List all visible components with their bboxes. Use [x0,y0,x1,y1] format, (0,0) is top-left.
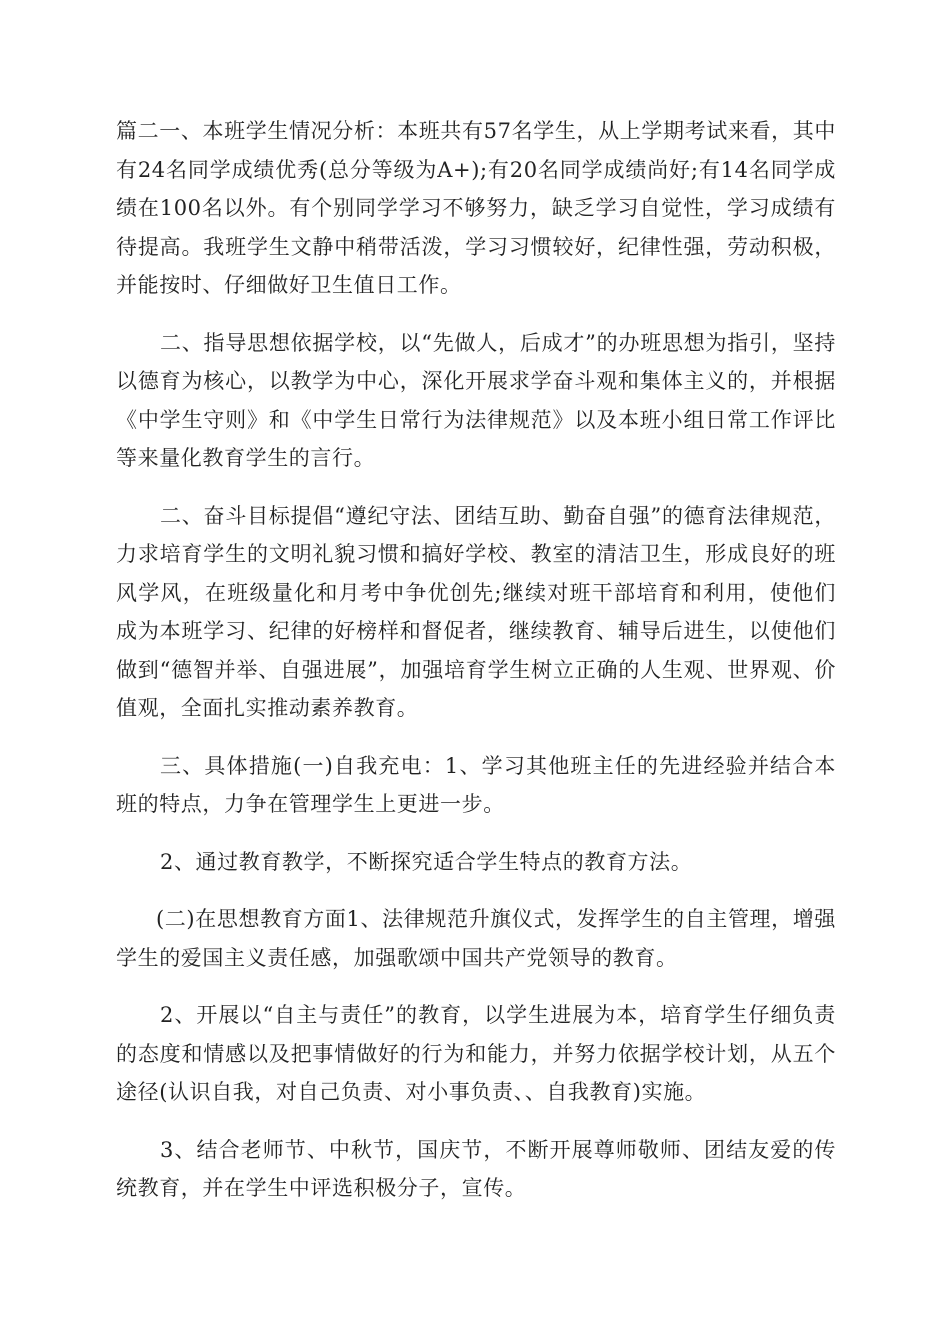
paragraph-goals: 二、奋斗目标提倡“遵纪守法、团结互助、勤奋自强”的德育法律规范，力求培育学生的文明礼貌习惯和搞好学校、教室的清洁卫生，形成良好的班风学风，在班级量化和月考中争优创先;继续对班干部培育和利用，使他们成为本班学习、纪律的好榜样和督促者，继续教育、辅导后进生，以使他们做到“德智并举、自强进展”，加强培育学生树立正确的人生观、世界观、价值观，全面扎实推动素养教育。 [116,503,836,720]
paragraph-ideological-education: (二)在思想教育方面1、法律规范升旗仪式，发挥学生的自主管理，增强学生的爱国主义责任感，加强歌颂中国共产党领导的教育。 [116,907,836,970]
paragraph-autonomy-responsibility: 2、开展以“自主与责任”的教育，以学生进展为本，培育学生仔细负责的态度和情感以及把事情做好的行为和能力，并努力依据学校计划，从五个途径(认识自我，对自己负责、对小事负责、、自我教育)实施。 [116,1003,836,1104]
paragraph-teaching-methods: 2、通过教育教学，不断探究适合学生特点的教育方法。 [160,849,693,874]
paragraph-guiding-thought: 二、指导思想依据学校，以“先做人，后成才”的办班思想为指引，坚持以德育为核心，以教学为中心，深化开展求学奋斗观和集体主义的，并根据《中学生守则》和《中学生日常行为法律规范》以及本班小组日常工作评比等来量化教育学生的言行。 [116,330,836,470]
document-body [116,112,836,1227]
paragraph-traditional-education: 3、结合老师节、中秋节，国庆节，不断开展尊师敬师、团结友爱的传统教育，并在学生中评选积极分子，宣传。 [116,1137,836,1200]
paragraph-class-analysis: 篇二一、本班学生情况分析：本班共有57名学生，从上学期考试来看，其中有24名同学成绩优秀(总分等级为A+);有20名同学成绩尚好;有14名同学成绩在100名以外。有个别同学学习不够努力，缺乏学习自觉性，学习成绩有待提高。我班学生文静中稍带活泼，学习习惯较好，纪律性强，劳动积极，并能按时、仔细做好卫生值日工作。 [116,119,836,297]
paragraph-measures-self-improvement: 三、具体措施(一)自我充电：1、学习其他班主任的先进经验并结合本班的特点，力争在管理学生上更进一步。 [116,753,836,816]
